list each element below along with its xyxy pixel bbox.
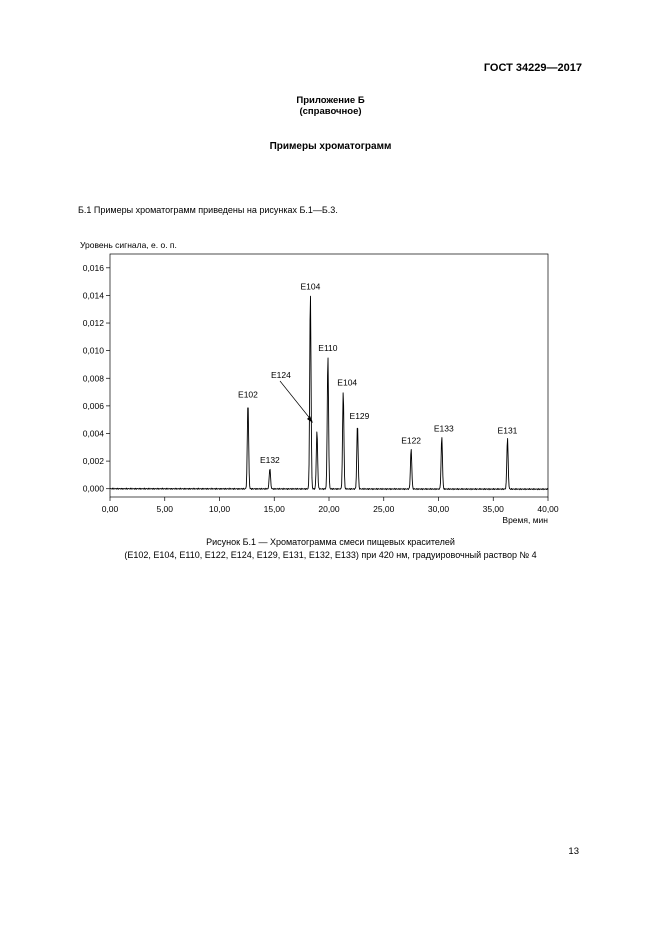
peak-label: Е110 [318, 343, 338, 354]
figure-caption-line-2: (Е102, Е104, Е110, Е122, Е124, Е129, Е131, Е132, Е133) при 420 нм, градуировочный раствор № 4 [124, 550, 537, 560]
y-tick-label: 0,010 [82, 345, 104, 356]
e124-pointer-arrowhead [307, 416, 313, 423]
peak-label-group [238, 282, 518, 465]
chromatogram-chart [0, 230, 661, 530]
peak-label: Е129 [349, 410, 370, 421]
section-title: Примеры хроматограмм [269, 141, 392, 152]
annex-subtitle: (справочное) [299, 106, 362, 117]
peak-label: Е102 [238, 389, 258, 400]
y-tick-label: 0,014 [82, 290, 104, 301]
peak-label: Е131 [497, 425, 518, 436]
y-tick-label: 0,008 [82, 373, 104, 384]
y-tick-label: 0,002 [82, 456, 104, 467]
x-tick-label: 25,00 [373, 504, 395, 514]
x-tick-label: 30,00 [427, 504, 450, 514]
peak-label: Е124 [271, 370, 291, 380]
signal-trace [110, 296, 548, 490]
x-axis-label: Время, мин [502, 515, 548, 525]
x-tick-label: 35,00 [482, 504, 504, 514]
peak-label: Е132 [259, 455, 280, 466]
y-axis-label: Уровень сигнала, е. о. п. [80, 240, 177, 250]
x-tick-label: 40,00 [537, 504, 559, 514]
e124-pointer-line [280, 381, 312, 421]
x-tick-label: 5,00 [156, 504, 174, 514]
standard-number: ГОСТ 34229—2017 [483, 62, 582, 74]
peak-label: Е104 [337, 377, 358, 388]
paragraph-text: Б.1 Примеры хроматограмм приведены на рисунках Б.1—Б.3. [78, 205, 338, 215]
y-tick-label: 0,006 [82, 400, 104, 411]
page-number: 13 [568, 846, 579, 857]
y-tick-label: 0,004 [82, 428, 104, 439]
x-tick-label: 15,00 [263, 504, 285, 514]
y-tick-label: 0,012 [82, 318, 104, 329]
peak-label: Е122 [401, 435, 422, 446]
x-tick-label: 10,00 [208, 504, 231, 514]
x-tick-label: 0,00 [101, 504, 119, 514]
annex-title: Приложение Б [296, 95, 365, 106]
figure-caption [0, 536, 661, 562]
x-tick-group [102, 497, 559, 514]
peak-label: Е104 [300, 281, 321, 292]
peak-label: Е133 [433, 423, 454, 434]
x-tick-label: 20,00 [318, 504, 340, 514]
figure-caption-line-1: Рисунок Б.1 — Хроматограмма смеси пищевых красителей [206, 537, 455, 547]
y-tick-label: 0,016 [82, 262, 104, 273]
y-tick-label: 0,000 [82, 483, 104, 494]
y-tick-group [83, 263, 110, 494]
